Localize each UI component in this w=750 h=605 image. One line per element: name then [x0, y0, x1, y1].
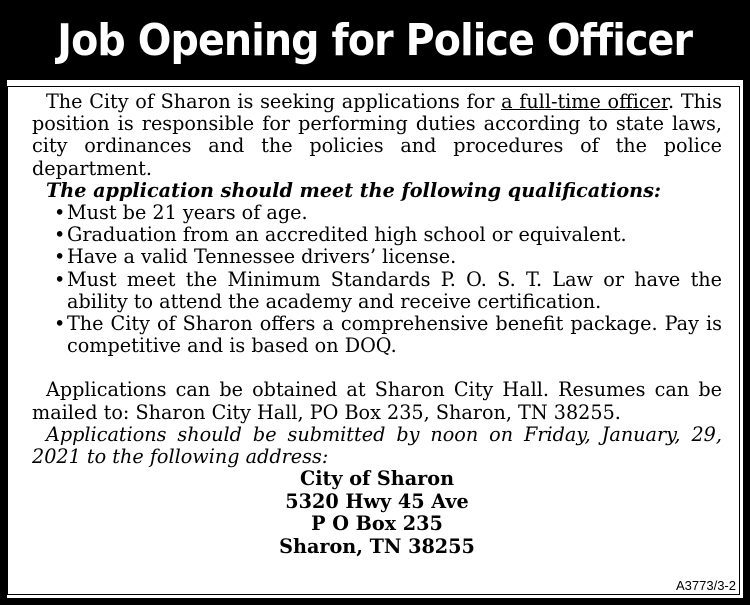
list-item — [46, 224, 722, 246]
bullet-icon: • — [54, 245, 66, 269]
header-banner — [0, 0, 750, 80]
qualification-text: Graduation from an accredited high school or equivalent. — [67, 223, 627, 247]
qualification-text: The City of Sharon offers a comprehensive benefit package. Pay is competitive and is based on DOQ. — [67, 312, 722, 358]
list-item — [46, 313, 722, 357]
address-line-3: P O Box 235 — [311, 512, 443, 536]
ad-body — [32, 91, 722, 558]
ad-reference-code: A3773/3-2 — [676, 578, 736, 593]
list-item — [46, 246, 722, 268]
deadline-paragraph: Applications should be submitted by noon on Friday, January, 29, 2021 to the following address: — [32, 422, 722, 469]
intro-text-after: . This position is responsible for performing duties according to state laws, city ordinances and the policies and procedures of the police department. — [32, 90, 722, 180]
bullet-icon: • — [54, 201, 66, 225]
qualifications-list — [32, 202, 722, 357]
bullet-icon: • — [54, 267, 66, 291]
mailing-address — [32, 468, 722, 558]
intro-text-before: The City of Sharon is seeking applications for — [46, 90, 502, 113]
bullet-icon: • — [54, 312, 66, 336]
qualifications-heading: The application should meet the following qualifications: — [46, 178, 662, 202]
bullet-icon: • — [54, 223, 66, 247]
list-item — [46, 202, 722, 224]
qualification-text: Must meet the Minimum Standards P. O. S. T. Law or have the ability to attend the academy and receive certification. — [67, 267, 722, 313]
paragraph-spacer — [32, 357, 722, 379]
qualification-text: Have a valid Tennessee drivers’ license. — [67, 245, 457, 269]
intro-underlined-text: a full-time officer — [501, 90, 669, 113]
applications-paragraph: Applications can be obtained at Sharon City Hall. Resumes can be mailed to: Sharon City Hall, PO Box 235, Sharon, TN 38255. — [32, 378, 722, 424]
address-line-4: Sharon, TN 38255 — [279, 534, 475, 558]
intro-paragraph — [32, 91, 722, 180]
list-item — [46, 269, 722, 313]
qualification-text: Must be 21 years of age. — [67, 201, 308, 225]
ad-title: Job Opening for Police Officer — [57, 14, 693, 66]
address-line-1: City of Sharon — [299, 467, 455, 491]
address-line-2: 5320 Hwy 45 Ave — [285, 489, 469, 513]
